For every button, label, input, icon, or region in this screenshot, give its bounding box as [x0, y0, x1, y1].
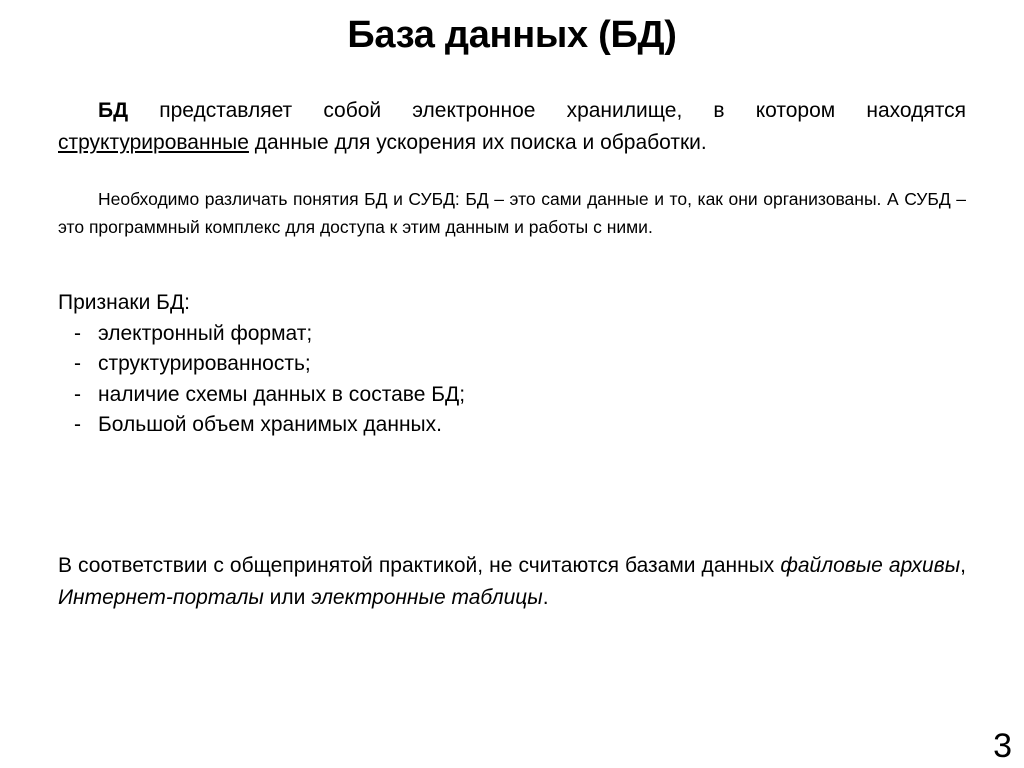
exclusions-paragraph: [58, 550, 966, 614]
list-item-text: наличие схемы данных в составе БД;: [98, 382, 466, 406]
definition-underlined-word: структурированные: [58, 131, 249, 154]
list-item-text: электронный формат;: [98, 321, 313, 345]
list-dash: -: [74, 413, 81, 436]
features-list: [58, 319, 966, 441]
features-heading: Признаки БД:: [58, 291, 190, 314]
exclusions-text-before: В соответствии с общепринятой практикой, не считаются базами данных: [58, 554, 781, 577]
list-dash: -: [74, 382, 81, 406]
exclusions-separator: или: [263, 586, 312, 609]
exclusion-file-archives: файловые архивы: [780, 554, 961, 577]
page-number: 3: [993, 727, 1012, 765]
list-item-text: Большой объем хранимых данных.: [98, 413, 442, 436]
exclusion-internet-portals: Интернет-порталы: [58, 586, 264, 609]
exclusion-spreadsheets: электронные таблицы: [311, 586, 543, 609]
list-dash: -: [74, 321, 81, 345]
list-item: [58, 410, 966, 441]
list-item: [58, 349, 966, 380]
definition-text-before: представляет собой электронное хранилище, в котором находятся: [128, 99, 966, 122]
slide-title: База данных (БД): [347, 14, 677, 56]
exclusions-separator: ,: [960, 554, 966, 577]
definition-paragraph: [58, 95, 966, 159]
list-item-text: структурированность;: [98, 352, 311, 375]
list-dash: -: [74, 352, 81, 375]
list-item: [58, 319, 966, 350]
list-item: [58, 380, 966, 411]
definition-term: БД: [98, 99, 129, 122]
distinction-paragraph: Необходимо различать понятия БД и СУБД: БД – это сами данные и то, как они организованы. А СУБД – это программный комплекс для доступа к этим данным и работы с ними.: [58, 189, 966, 237]
definition-text-after: данные для ускорения их поиска и обработки.: [248, 131, 707, 154]
exclusions-text-after: .: [542, 586, 549, 609]
features-section: [58, 288, 966, 441]
